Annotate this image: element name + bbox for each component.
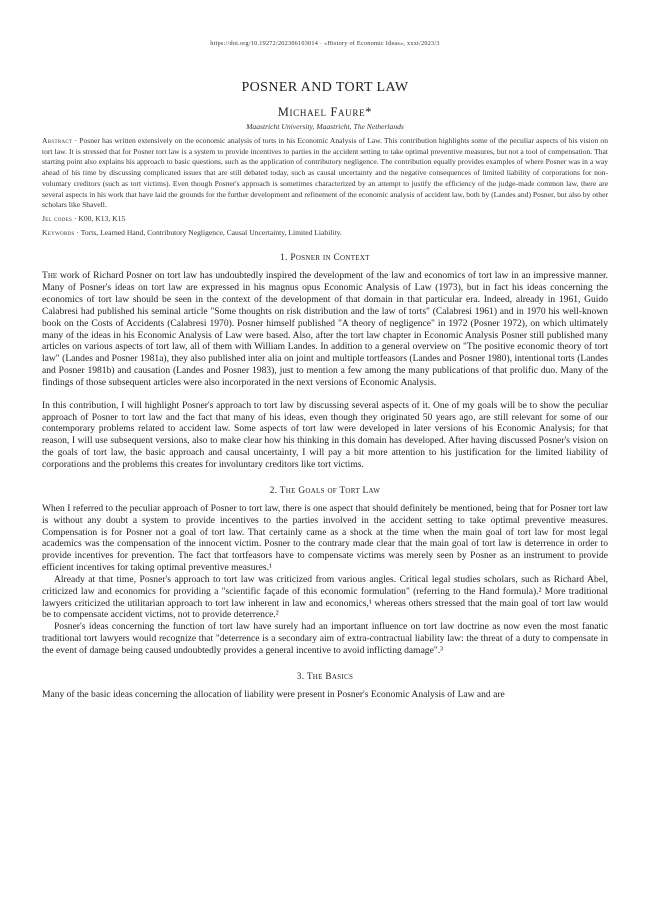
section-heading-text: 1. Posner in Context <box>280 253 370 264</box>
section-heading-1 <box>42 253 608 263</box>
keywords <box>42 228 608 239</box>
article-author: Michael Faure* <box>277 105 373 119</box>
paragraph <box>42 621 608 657</box>
section-heading-2 <box>42 486 608 496</box>
paragraph-text: When I referred to the peculiar approach of Posner to tort law, there is one aspect that should definitely be mentioned, being that for Posner tort law is without any doubt a system to provide incentives to the parties involved in the accident setting to take optimal preventive measures. Compensation is for Posner not a goal of tort law. That certainly came as a shock at the time when the main goal of tort law for most legal academics was the compensation of the innocent victim. Posner to the contrary made clear that the main goal of tort law is deterrence in order to provide incentives for prevention. The fact that tortfeasors have to compensate victims was merely seen by Posner as an instrument to provide efficient incentives for taking optimal preventive measures.¹ <box>42 502 608 574</box>
abstract <box>42 136 608 211</box>
abstract-label: Abstract <box>42 136 73 145</box>
jel-label: Jel codes <box>42 213 73 223</box>
paragraph-text: In this contribution, I will highlight Posner's approach to tort law by discussing several aspects of it. One of my goals will be to show the peculiar approach of Posner to tort law and the fact that many of his ideas, even though they originated 50 years ago, are still relevant for some of our contemporary problems related to accident law. Some aspects of tort law were developed in later versions of his Economic Analysis; for that reason, I will use subsequent versions, also to make clear how his thinking in this domain has developed. After having discussed Posner's vision on the goals of tort law, the basic approach and causal uncertainty, I will pay a bit more attention to his justification for the limited liability of corporations and the problems this creates for involuntary creditors like tort victims. <box>42 399 608 470</box>
keywords-text: · Torts, Learned Hand, Contributory Negligence, Causal Uncertainty, Limited Liability. <box>76 227 342 237</box>
paragraph-text: work of Richard Posner on tort law has undoubtedly inspired the development of the law and economics of tort law in an impressive manner. Many of Posner's ideas on tort law are expressed in his magnus opus Economic Analysis of Law (1973), but in fact his ideas concerning the economics of tort law should be seen in the context of the development of that domain in that particular era. Indeed, already in 1961, Guido Calabresi had published his seminal article "Some thoughts on risk distribution and the law of torts" (Calabresi 1961) and in 1970 his well-known book on the Costs of Accidents (Calabresi 1970). Posner himself published "A theory of negligence" in 1972 (Posner 1972), on which ultimately many of the ideas in his Economic Analysis of Law were based. Also, after the tort law chapter in Economic Analysis Posner still published many articles on various aspects of tort law, all of them with William Landes. In addition to a general overview on "The positive economic theory of tort law" (Landes and Posner 1981a), they also published inter alia on joint and multiple tortfeasors (Landes and Posner 1980), intentional torts (Landes and Posner 1981b) and causation (Landes and Posner 1983), just to mention a few among the many publications of that prolific duo. Many of the findings of those subsequent articles were also incorporated in the next versions of Economic Analysis. <box>42 270 608 388</box>
section-heading-text: 2. The Goals of Tort Law <box>269 485 381 496</box>
paragraph <box>42 270 608 388</box>
author-affiliation: Maastricht University, Maastricht, The Netherlands <box>246 122 404 131</box>
section-heading-3 <box>42 672 608 682</box>
paragraph-lead: The <box>42 270 58 282</box>
abstract-text: · Posner has written extensively on the economic analysis of torts in his Economic Analysis of Law. This contribution highlights some of the peculiar aspects of his vision on tort law. It is stressed that for Posner tort law is a system to provide incentives to parties in the accident setting to take optimal preventive measures, but not a tool of compensation. That starting point also explains his approach to basic questions, such as the application of contributory negligence. The contribution equally provides examples of where Posner was in a way ahead of his time by discussing complicated issues that are still debated today, such as causal uncertainty and the negative consequences of limited liability of corporations for non-voluntary creditors (such as tort victims). Even though Posner's approach is sometimes characterized by an attempt to justify the efficiency of the judge-made common law, there are several aspects in his work that have laid the grounds for the further development and refinement of the economic analysis of accident law, both by (Landes and) Posner, but also by other scholars like Shavell. <box>42 136 608 210</box>
paragraph <box>42 400 608 471</box>
paragraph-text: Already at that time, Posner's approach to tort law was criticized from various angles. Critical legal studies scholars, such as Richard Abel, criticized law and economics for providing a "scientific façade of this economic formulation" (referring to the Hand formula).² More traditional lawyers criticized the utilitarian approach to tort law inherent in law and economics,¹ whereas others stressed that the main goal of tort law would be to compensate accident victims, not to provide deterrence.² <box>42 573 608 621</box>
jel-text: · K00, K13, K15 <box>73 213 126 223</box>
section-heading-text: 3. The Basics <box>296 671 354 682</box>
paragraph <box>42 689 608 701</box>
paragraph <box>42 574 608 621</box>
paragraph-text: Posner's ideas concerning the function of tort law have surely had an important influence on tort law doctrine as now even the most fanatic traditional tort lawyers would recognize that "deterrence is a secondary aim of extra-contractual liability law: the threat of a duty to compensate in the event of damage being caused undoubtedly provides a general incentive to avoid inflicting damage".³ <box>42 621 608 656</box>
running-head: https://doi.org/10.19272/202306103014 · «History of Economic Ideas», xxxi/2023/3 <box>210 40 440 47</box>
article-title: POSNER AND TORT LAW <box>241 80 409 95</box>
paragraph <box>42 503 608 574</box>
jel-codes <box>42 214 608 225</box>
paragraph-text: Many of the basic ideas concerning the allocation of liability were present in Posner's Economic Analysis of Law and are <box>42 688 505 700</box>
article-page <box>42 40 608 701</box>
keywords-label: Keywords <box>42 227 75 237</box>
